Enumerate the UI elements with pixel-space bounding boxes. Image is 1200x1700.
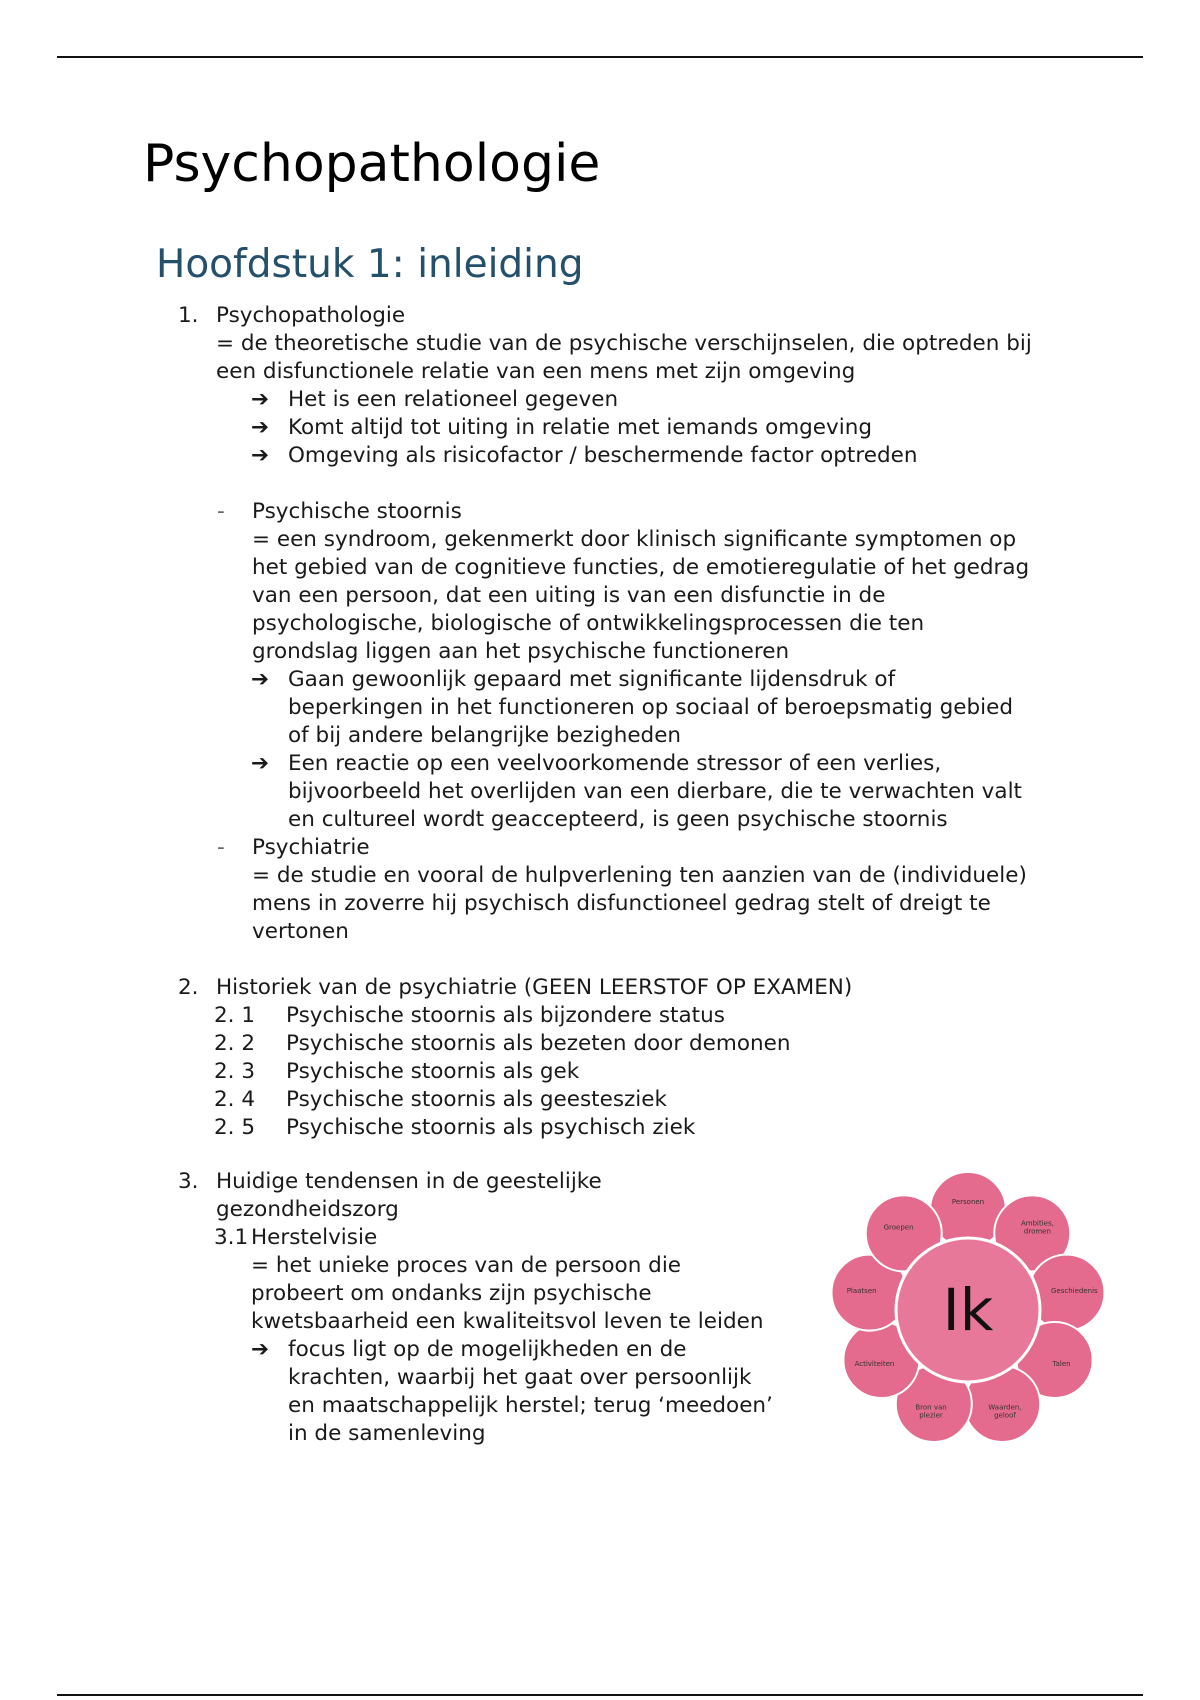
wheel-petal-label: Waarden, geloof: [988, 1403, 1022, 1420]
arrow-item-line: en maatschappelijk herstel; terug ‘meedoen’: [288, 1393, 773, 1418]
arrow-item-line: bijvoorbeeld het overlijden van een dierbare, die te verwachten valt: [288, 779, 1022, 804]
section-number: 1.: [178, 303, 199, 328]
definition-line: probeert om ondanks zijn psychische: [251, 1281, 652, 1306]
section-number: 3.: [178, 1169, 199, 1194]
section-heading: gezondheidszorg: [216, 1197, 399, 1222]
subsection-title: Psychische stoornis als bijzondere status: [286, 1003, 725, 1028]
definition-line: = de theoretische studie van de psychische verschijnselen, die optreden bij: [216, 331, 1032, 356]
wheel-petal-label: Talen: [1052, 1360, 1071, 1368]
arrow-item-line: of bij andere belangrijke bezigheden: [288, 723, 682, 748]
subsection-title: Herstelvisie: [251, 1225, 378, 1250]
definition-line: psychologische, biologische of ontwikkelingsprocessen die ten: [252, 611, 925, 636]
subsection-heading: Psychische stoornis: [252, 499, 462, 524]
arrow-right-icon: ➔: [251, 667, 270, 692]
document-title: Psychopathologie: [143, 134, 601, 194]
subsection-number: 2. 1: [214, 1003, 256, 1028]
arrow-right-icon: ➔: [251, 387, 270, 412]
arrow-item: Het is een relationeel gegeven: [288, 387, 619, 412]
subsection-heading: Psychiatrie: [252, 835, 370, 860]
arrow-item: Komt altijd tot uiting in relatie met iemands omgeving: [288, 415, 873, 440]
arrow-item-line: Een reactie op een veelvoorkomende stressor of een verlies,: [288, 751, 942, 776]
chapter-heading: Hoofdstuk 1: inleiding: [156, 242, 584, 287]
bottom-rule: [57, 1694, 1143, 1696]
arrow-item-line: in de samenleving: [288, 1421, 486, 1446]
arrow-item-line: en cultureel wordt geaccepteerd, is geen psychische stoornis: [288, 807, 948, 832]
wheel-petal-label: Groepen: [883, 1223, 914, 1232]
wheel-petal-label: Ambities, dromen: [1020, 1219, 1054, 1236]
arrow-item-line: focus ligt op de mogelijkheden en de: [288, 1337, 687, 1362]
arrow-right-icon: ➔: [251, 751, 270, 776]
arrow-right-icon: ➔: [251, 415, 270, 440]
subsection-number: 3.1: [214, 1225, 249, 1250]
wheel-petal-label: Activiteiten: [854, 1360, 895, 1368]
subsection-title: Psychische stoornis als gek: [286, 1059, 580, 1084]
definition-line: = het unieke proces van de persoon die: [251, 1253, 682, 1278]
definition-line: kwetsbaarheid een kwaliteitsvol leven te leiden: [251, 1309, 764, 1334]
subsection-title: Psychische stoornis als geestesziek: [286, 1087, 667, 1112]
subsection-number: 2. 5: [214, 1115, 256, 1140]
definition-line: grondslag liggen aan het psychische functioneren: [252, 639, 790, 664]
identity-wheel-diagram: [818, 1160, 1118, 1460]
arrow-item: Omgeving als risicofactor / beschermende factor optreden: [288, 443, 918, 468]
dash-bullet: -: [217, 835, 225, 860]
top-rule: [57, 56, 1143, 58]
subsection-number: 2. 3: [214, 1059, 256, 1084]
definition-line: een disfunctionele relatie van een mens met zijn omgeving: [216, 359, 856, 384]
wheel-petal-label: Plaatsen: [846, 1287, 877, 1296]
dash-bullet: -: [217, 499, 225, 524]
section-heading: Psychopathologie: [216, 303, 406, 328]
subsection-number: 2. 2: [214, 1031, 256, 1056]
wheel-center-label: Ik: [942, 1276, 994, 1344]
definition-line: = de studie en vooral de hulpverlening ten aanzien van de (individuele): [252, 863, 1027, 888]
section-number: 2.: [178, 975, 199, 1000]
subsection-title: Psychische stoornis als bezeten door demonen: [286, 1031, 791, 1056]
definition-line: mens in zoverre hij psychisch disfunctioneel gedrag stelt of dreigt te: [252, 891, 991, 916]
definition-line: van een persoon, dat een uiting is van een disfunctie in de: [252, 583, 886, 608]
subsection-title: Psychische stoornis als psychisch ziek: [286, 1115, 696, 1140]
definition-line: het gebied van de cognitieve functies, de emotieregulatie of het gedrag: [252, 555, 1030, 580]
wheel-petal-label: Personen: [951, 1198, 985, 1206]
arrow-item-line: krachten, waarbij het gaat over persoonlijk: [288, 1365, 752, 1390]
section-heading: Huidige tendensen in de geestelijke: [216, 1169, 602, 1194]
identity-wheel-svg: [818, 1160, 1118, 1460]
arrow-right-icon: ➔: [251, 443, 270, 468]
wheel-petal-label: Bron van plezier: [915, 1403, 947, 1420]
definition-line: = een syndroom, gekenmerkt door klinisch significante symptomen op: [252, 527, 1017, 552]
definition-line: vertonen: [252, 919, 349, 944]
arrow-item-line: beperkingen in het functioneren op sociaal of beroepsmatig gebied: [288, 695, 1013, 720]
arrow-item-line: Gaan gewoonlijk gepaard met significante lijdensdruk of: [288, 667, 896, 692]
arrow-right-icon: ➔: [251, 1337, 270, 1362]
wheel-petal-label: Geschiedenis: [1051, 1287, 1098, 1296]
subsection-number: 2. 4: [214, 1087, 256, 1112]
section-heading: Historiek van de psychiatrie (GEEN LEERSTOF OP EXAMEN): [216, 975, 853, 1000]
